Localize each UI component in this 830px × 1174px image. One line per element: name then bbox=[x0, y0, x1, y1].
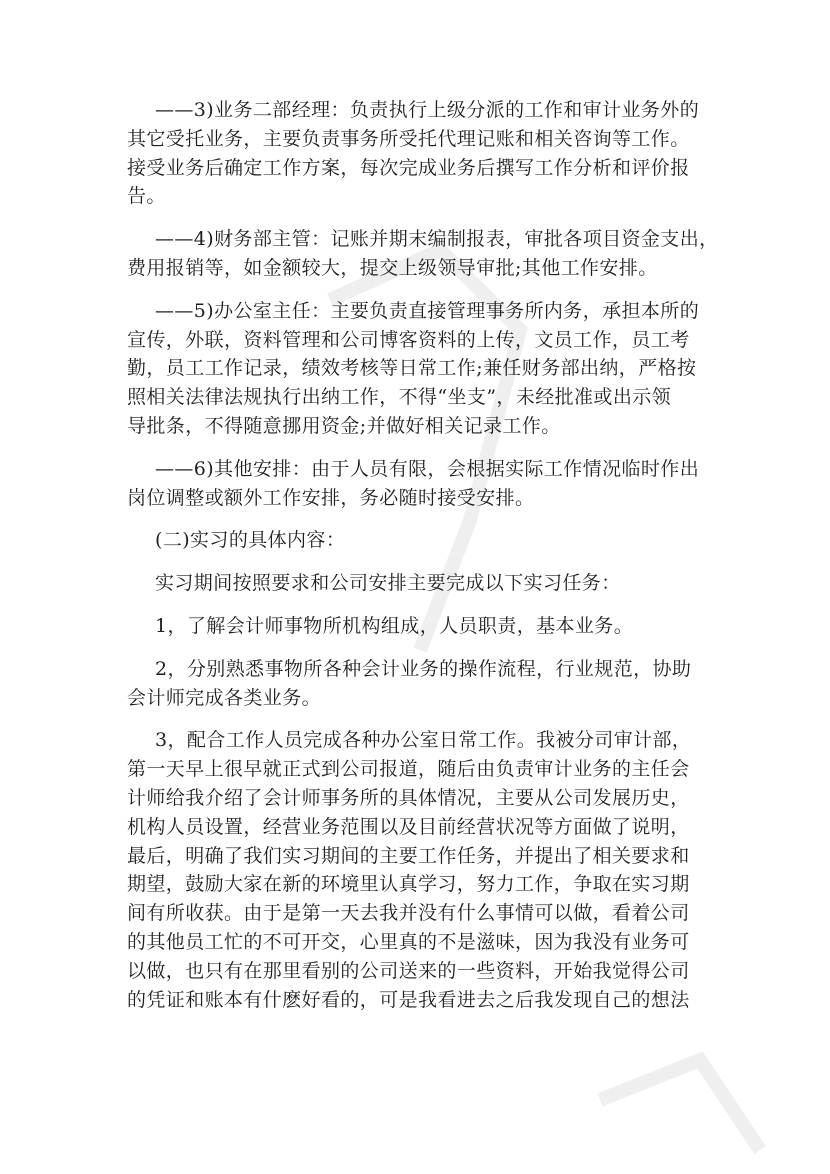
text-line: 1，了解会计师事物所机构组成，人员职责，基本业务。 bbox=[155, 614, 634, 637]
paragraph bbox=[127, 569, 732, 598]
text-line: 第一天早上很早就正式到公司报道，随后由负责审计业务的主任会 bbox=[127, 758, 690, 781]
text-line: 的其他员工忙的不可开交，心里真的不是滋味，因为我没有业务可 bbox=[127, 930, 690, 953]
text-line: 实习期间按照要求和公司安排主要完成以下实习任务： bbox=[155, 572, 621, 595]
paragraph bbox=[127, 612, 732, 641]
text-line: ——5)办公室主任：主要负责直接管理事务所内务，承担本所的 bbox=[155, 299, 700, 322]
text-line: 会计师完成各类业务。 bbox=[127, 686, 322, 709]
paragraph bbox=[127, 655, 732, 713]
text-line: 岗位调整或额外工作安排，务必随时接受安排。 bbox=[127, 486, 535, 509]
text-line: 最后，明确了我们实习期间的主要工作任务，并提出了相关要求和 bbox=[127, 844, 690, 867]
text-line: 宣传，外联，资料管理和公司博客资料的上传，文员工作，员工考 bbox=[127, 328, 690, 351]
paragraph bbox=[127, 96, 732, 211]
text-line: ——4)财务部主管：记账并期末编制报表，审批各项目资金支出， bbox=[155, 228, 719, 251]
text-line: 导批条，不得随意挪用资金;并做好相关记录工作。 bbox=[127, 414, 561, 437]
text-line: 计师给我介绍了会计师事务所的具体情况，主要从公司发展历史， bbox=[127, 786, 690, 809]
text-line: 机构人员设置，经营业务范围以及目前经营状况等方面做了说明， bbox=[127, 815, 690, 838]
paragraph bbox=[127, 455, 732, 513]
text-line: 照相关法律法规执行出纳工作，不得“坐支”，未经批准或出示领 bbox=[127, 386, 672, 409]
text-line: 费用报销等，如金额较大，提交上级领导审批;其他工作安排。 bbox=[127, 256, 658, 279]
text-line: 以做，也只有在那里看别的公司送来的一些资料，开始我觉得公司 bbox=[127, 959, 690, 982]
text-line: 其它受托业务，主要负责事务所受托代理记账和相关咨询等工作。 bbox=[127, 127, 690, 150]
paragraph bbox=[127, 526, 732, 555]
text-line: 的凭证和账本有什麽好看的，可是我看进去之后我发现自己的想法 bbox=[127, 988, 690, 1011]
text-line: 间有所收获。由于是第一天去我并没有什么事情可以做，看着公司 bbox=[127, 902, 690, 925]
text-line: 期望，鼓励大家在新的环境里认真学习，努力工作，争取在实习期 bbox=[127, 873, 690, 896]
paragraph bbox=[127, 726, 732, 1014]
text-line: 3，配合工作人员完成各种办公室日常工作。我被分司审计部， bbox=[155, 729, 692, 752]
text-line: ——3)业务二部经理：负责执行上级分派的工作和审计业务外的 bbox=[155, 99, 700, 121]
text-line: 告。 bbox=[127, 185, 166, 208]
text-line: (二)实习的具体内容： bbox=[155, 529, 346, 552]
text-line: 接受业务后确定工作方案，每次完成业务后撰写工作分析和评价报 bbox=[127, 156, 690, 179]
paragraph bbox=[127, 225, 732, 283]
text-line: 勤，员工工作记录，绩效考核等日常工作;兼任财务部出纳，严格按 bbox=[127, 357, 697, 380]
document-body bbox=[127, 96, 732, 1028]
text-line: ——6)其他安排：由于人员有限，会根据实际工作情况临时作出 bbox=[155, 457, 700, 480]
paragraph bbox=[127, 297, 732, 441]
text-line: 2，分别熟悉事物所各种会计业务的操作流程，行业规范，协助 bbox=[155, 657, 692, 680]
